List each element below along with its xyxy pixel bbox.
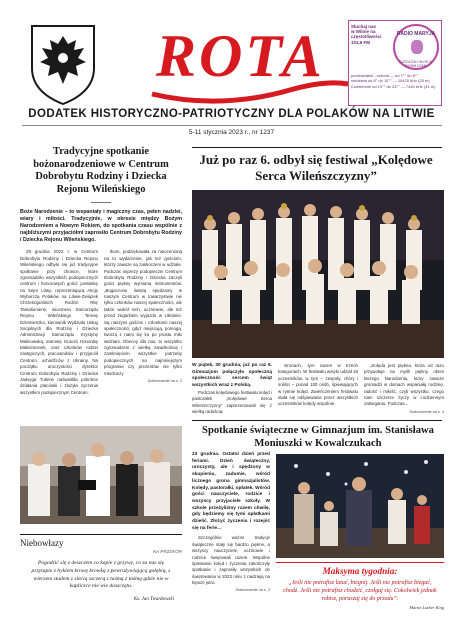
choir-photo [20,426,182,524]
article-christmas-meeting [20,146,182,396]
radio-maryja-badge [348,20,442,106]
continued-note: Dokończenie na s. 4 [409,409,444,414]
radio-schedule [351,73,441,89]
madonna-icon [411,40,423,54]
festival-article-body: Podczas kolędowego festiwalu kolęd i pastorałek „Kolędowe Serca Wileńszczyzny” zaprezentowali się z wielką radością. [192,389,272,414]
maxim-of-the-week [276,562,444,624]
radio-schedule-line: poniedziałek - sobota — od 7°° do 8°° [351,73,419,78]
festival-stage-photo [192,190,444,358]
poem-author: Ks. Jan Twardowski [133,597,174,603]
title-divider [91,202,111,203]
rota-logo-text: ROTA [156,23,325,89]
rota-logo [150,20,350,108]
masthead-divider [22,125,442,126]
continued-note: Dokończenie na s. 3 [235,588,270,593]
poem-sidebar [20,534,182,622]
maxim-quote: „Jeśli nie potrafisz latać, biegnij. Jeśli nie potrafisz biegać, chodź. Jeśli nie potrafisz chodzić, czołgaj się. Cokolwiek jednak robisz, poruszaj się do przodu”. [283,580,437,603]
radio-slogan: KATOLICKI GŁOS W TWOIM DOMU [399,60,433,68]
article-columns [20,249,182,396]
continued-note: Dokończenie na s. 2 [147,378,182,383]
radio-frequency-note: Słuchaj nas w Wilnie na częstotliwości 103,6 FM [351,24,382,45]
section-divider [192,420,442,421]
radio-schedule-line: niedziela od 8° do 10°° — 10425 kHz (25 m) [351,78,430,84]
radio-logo [393,24,439,70]
school-article [192,452,270,592]
festival-article-title: Już po raz 6. odbył się festiwal „Kolędowe Serca Wileńszczyzny” [199,152,433,183]
festival-article-columns [192,363,444,415]
sidebar-kicker: NA PRZEKÓR [152,549,182,554]
radio-schedule-line: Codziennie od 19°° do 24°° — 7440 kHz (41 m) [351,83,436,89]
poem-text: Pogodzić się z deszczem co kapie z grzywy, co za nas się przytapie z bykiem krowę krowką z powrażywiającą gołębią, z wiersem stadem z siecią szczerą z taśmą z taśmą gdzie nie w kapliczce nie wie doszczętu. [31,560,171,590]
article-body: 29 grudnia 2022 r. w Centrum Dobrobytu Rodziny i Dziecka Rejonu Wileńskiego odbyło się już tradycyjne spotkanie przy choince, które zgromadziło wszystkich podopiecznych centrum i honorowych gości: posłankę na Sejm Litwy, reprezentującą Akcję Wyborczą Polaków na Litwie-Związek Chrześcijańskich Rodzin Ritę Tamašunienė, wicemera Samorządu Rejonu Wileńskiego Teresę Dziemieszko, kierownik Wydziału Usług Socjalnych dla Rodziny i Dziecka Administracji Samorządu Krystynę Malinowską, starostę Gunorii Honoratę Maksimionek, oraz członków rodzin zastępczych, pracowników i przyjaciół Centrum, uchodźców z Ukrainy. Na początku uroczystości dyrektor Centrum Dobrobytu Rodziny i Dziecka Jadvyga Tulienė naświetliła pokrótce działania placówki i złożyła życzenia wszystkim podopiecznym Centrum. [20,249,98,395]
article-body: tkom, podziękowała za nieocenioną na to wydarzenie, jak też gościom, którzy zawsze są zaskoczeni w udziale. Podczas imprezy podopieczni Centrum Dobrobytu Rodziny i Dziecka zaczęli gości piękny wymianą instrumentów. „Bogaczone świętą spędzamy w naszym Centrum w towarzystwie nie tylko członków naszej społeczności, ale także wokół nich, uczniowie, ale też przed zegarkiem wyjazdu w Ukrainie. Są naszymi gośćmi i członkami naszej społeczności, gdyż miejscują, pomogą, tworzą z nami się ku po prostu miło widziani. Obecny dla nas, to wszystko zgromadzeni z wielką zaradnością i zamknięciem wszystkie potrzeby podopiecznych na najmniejszym programie czy prezentów nie tylko młodzieży [104,249,182,376]
school-article-lead: 23 grudnia. Ostatni dzień przed feriami. Dzień świąteczny, uroczysty, ale i spędzony w skupieniu, zadumie, wśród licznego grona gimnazjalistów. Kolędy, pastorałki, opłatek. Wśród gości nauczyciele, rodzice i wszyscy przyjaciele szkoły. W szkole przeżyliśmy razem chwilę, gdy będziemy się tymi opłatkami dzielić. Złożyć życzenia i rozejść się na ferie... [192,452,271,531]
article-title: Tradycyjne spotkanie bożonarodzeniowe w Centrum Dobrobytu Rodziny i Dziecka Rejonu Wileńskiego [33,146,169,196]
eagle-emblem-icon [28,22,98,106]
school-nativity-photo [276,454,444,558]
maxim-author: Martin Luther King [409,605,444,611]
school-article-title: Spotkanie świąteczne w Gimnazjum im. Stanisława Moniuszki w Kowalczukach [202,425,434,450]
article-lead: Boże Narodzenie – to wspaniały i magiczny czas, pełen nadziei, wiary i miłości. Tradycyjnie, w okresie między Bożym Narodzeniem a Nowym Rokiem, do spotkania czasu wspólnie z najbliższymi przyjaciółmi zaprosiło Centrum Dobrobytu Rodziny i Dziecka Rejonu Wileńskiego. [20,208,182,244]
masthead [22,18,442,110]
school-article-body: Szczególnie ważne tradycje świąteczne stały się bardzo piękne, a wszyscy nauczyciele, uczniowie i rodzice świętowali razem. Wspólne śpiewanie kolęd i życzenia zakończyły spotkanie i zaprosiły wszystkich do świętowania w 2023 roku z nadzieją na lepsze jutro. [192,535,270,586]
supplement-title: DODATEK HISTORYCZNO-PATRIOTYCZNY DLA POLAKÓW NA LITWIE [28,108,435,120]
logo-swoosh-icon [150,80,350,108]
sidebar-title: Niebowłazy [20,538,64,548]
festival-article-lead: W piątek, 30 grudnia, już po raz 6. Gimnazjum połączyło społeczną społeczność sercem świąt wszystkich wraz z Polską. [192,363,272,389]
festival-article-body: stronach, tym razem w trzech kategoriach. W festiwalu wzięło udział 18 uczestników, w tym – zespoły, chóry i soliści – ponad 100 osób, śpiewających w rytmie kolęd. Zwieńczeniem festiwalu stała się odśpiewanie przez wszystkich uczestników kolędy wspólnie. [278,363,358,407]
headline-top-rule [192,147,442,148]
maxim-title: Maksyma tygodnia: [322,566,398,576]
festival-article-body: „Kolęda jest piękna, która od razu przywołuje na myśli piękny okres Bożego Narodzenia, który zawsze gromadzi w domach wspaniałą rodzinę, radość i miłość, czyli wszystko, czego nam szczerze życzy w codziennym zabieganiu. Podczas... [364,363,444,407]
radio-name: RADIO MARYJA [396,31,436,37]
issue-line: 5-11 stycznia 2023 r., nr 1237 [188,129,275,136]
